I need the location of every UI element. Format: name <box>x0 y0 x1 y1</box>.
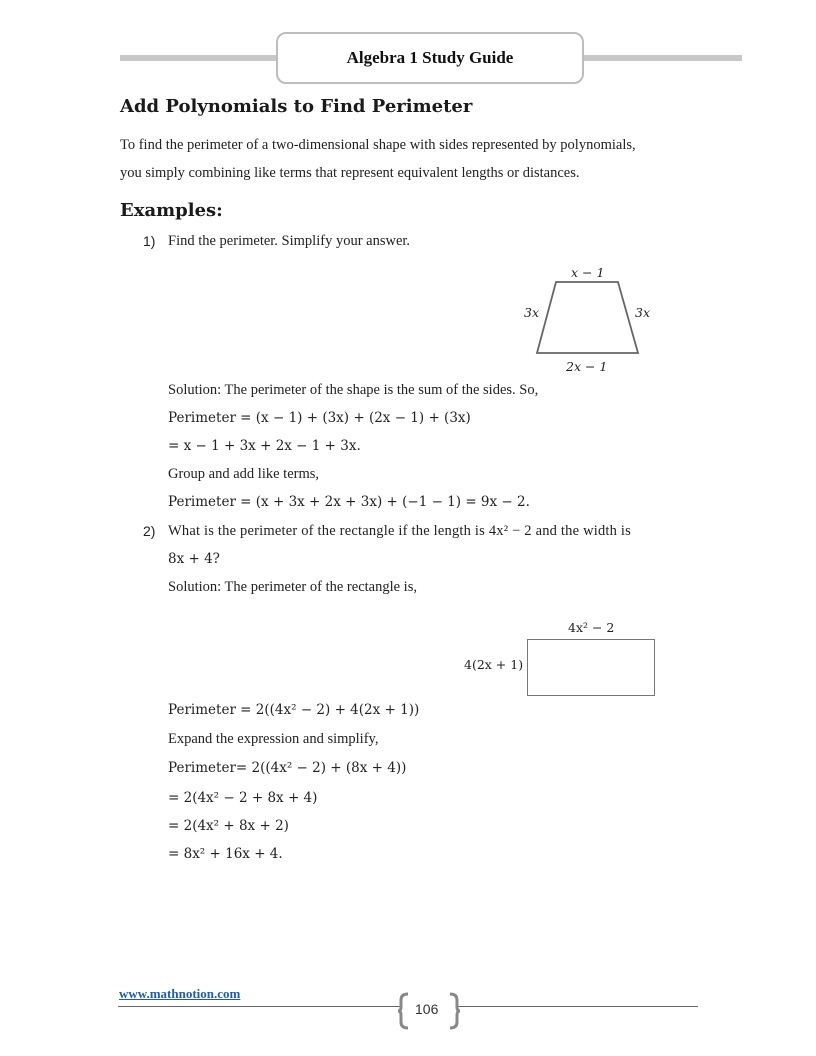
examples-heading: Examples: <box>120 200 223 221</box>
example-2-question-line-2: 8x + 4? <box>168 551 220 567</box>
header-box <box>276 32 584 84</box>
example-2-step-1: = 2(4x² − 2 + 8x + 4) <box>168 790 318 806</box>
page-number-bracket-left <box>398 992 410 1030</box>
section-title: Add Polynomials to Find Perimeter <box>120 96 473 117</box>
footer-rule-left <box>118 1006 400 1007</box>
example-2-step-2: = 2(4x² + 8x + 2) <box>168 818 289 834</box>
trapezoid-left-label: 3x <box>524 305 540 320</box>
footer-website-link[interactable]: www.mathnotion.com <box>119 986 241 1001</box>
example-1-number: 1) <box>143 233 156 249</box>
trapezoid-shape <box>537 282 638 353</box>
example-1-result: Perimeter = (x + 3x + 2x + 3x) + (−1 − 1) = 9x − 2. <box>168 494 530 510</box>
footer-rule-right <box>456 1006 698 1007</box>
intro-line-2: you simply combining like terms that represent equivalent lengths or distances. <box>120 165 580 181</box>
trapezoid-bottom-label: 2x − 1 <box>566 359 608 374</box>
example-1-solution-intro: Solution: The perimeter of the shape is the sum of the sides. So, <box>168 382 539 398</box>
example-2-perimeter-expression: Perimeter = 2((4x² − 2) + 4(2x + 1)) <box>168 702 420 718</box>
example-2-solution-intro: Solution: The perimeter of the rectangle is, <box>168 579 417 595</box>
header-rule-left <box>120 55 278 61</box>
example-1-group-text: Group and add like terms, <box>168 466 320 482</box>
example-2-result: = 8x² + 16x + 4. <box>168 846 283 862</box>
rectangle-left-label: 4(2x + 1) <box>464 657 524 672</box>
trapezoid-right-label: 3x <box>635 305 651 320</box>
page-number: 106 <box>415 1001 439 1017</box>
example-1-question: Find the perimeter. Simplify your answer. <box>168 233 411 249</box>
example-1-perimeter-expression: Perimeter = (x − 1) + (3x) + (2x − 1) + (3x) <box>168 410 471 426</box>
intro-line-1: To find the perimeter of a two-dimensional shape with sides represented by polynomials, <box>120 137 636 153</box>
example-2-expand-text: Expand the expression and simplify, <box>168 731 379 747</box>
trapezoid-top-label: x − 1 <box>571 265 605 280</box>
header-rule-right <box>584 55 742 61</box>
page-number-bracket-right <box>448 992 460 1030</box>
example-1-expanded: = x − 1 + 3x + 2x − 1 + 3x. <box>168 438 361 454</box>
rectangle-shape <box>527 639 655 696</box>
header-title: Algebra 1 Study Guide <box>346 48 514 67</box>
example-2-number: 2) <box>143 523 156 539</box>
example-2-perimeter-step: Perimeter= 2((4x² − 2) + (8x + 4)) <box>168 760 407 776</box>
example-2-question-line-1: What is the perimeter of the rectangle if the length is 4x² − 2 and the width is <box>168 523 631 539</box>
rectangle-top-label: 4x² − 2 <box>568 620 615 635</box>
